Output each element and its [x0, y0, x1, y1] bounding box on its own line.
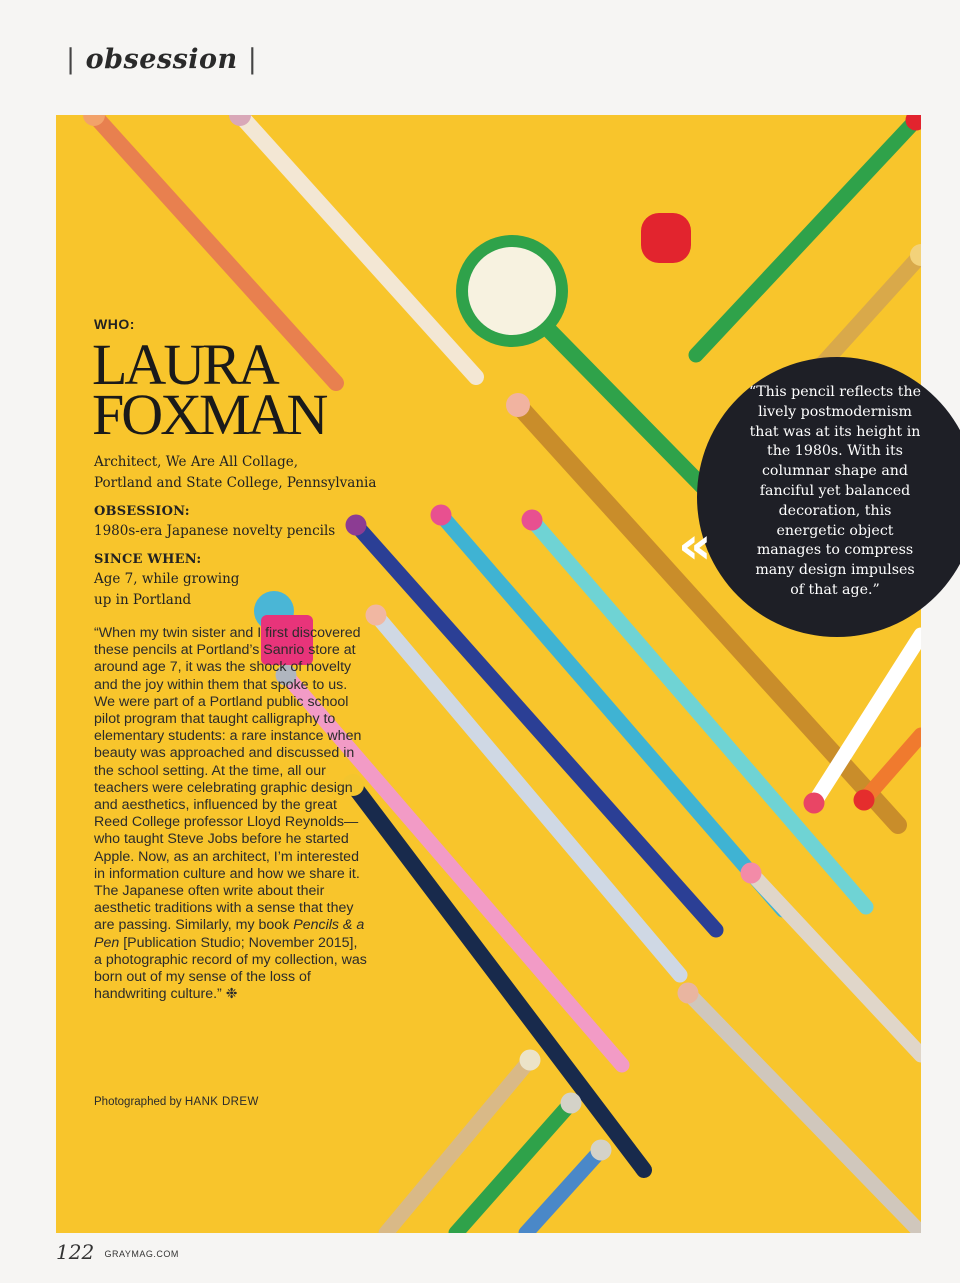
pencil-cap	[506, 393, 530, 417]
section-bar-right: |	[247, 44, 258, 75]
pencil-cap	[854, 790, 875, 811]
pencil-body	[386, 1060, 530, 1233]
obsession-value: 1980s-era Japanese novelty pencils	[94, 523, 336, 539]
person-name	[92, 332, 394, 447]
pencil-cap	[804, 793, 825, 814]
page-number: 122	[56, 1240, 95, 1264]
credit-label: Photographed by	[94, 1096, 182, 1108]
section-label	[56, 44, 267, 75]
title-line-1: Architect, We Are All Collage,	[94, 454, 299, 470]
person-title	[94, 452, 394, 494]
double-chevron-left-icon: «	[678, 516, 712, 576]
pencil-cap	[678, 983, 699, 1004]
pullquote-circle	[697, 357, 960, 637]
obsession-label: OBSESSION:	[94, 504, 190, 519]
book-title: Pencils & a Pen	[94, 917, 365, 951]
pencil-cap	[561, 1093, 582, 1114]
pencil-cap	[431, 505, 452, 526]
site-url: GRAYMAG.COM	[104, 1248, 179, 1259]
photographer-name: HANK DREW	[184, 1096, 259, 1108]
interview-quote	[94, 625, 369, 1003]
pencil-body	[696, 120, 916, 355]
who-label: WHO:	[94, 316, 135, 332]
pencil-body	[526, 1150, 601, 1233]
section-title: obsession	[85, 44, 238, 75]
since-value	[94, 569, 394, 611]
section-bar-left: |	[66, 44, 76, 75]
pencil-body	[864, 735, 921, 800]
pencil-body	[688, 993, 921, 1233]
pencil-topper-face	[468, 247, 556, 335]
pencil-cap	[520, 1050, 541, 1071]
pullquote-text: “This pencil reflects the lively postmodernism that was at its height in the 1980s. With its columnar shape and fanciful yet balanced decoration, this energetic object manages to compress many design impulses of that age.”	[748, 384, 922, 598]
pencil-cap	[522, 510, 543, 531]
since-line-1: Age 7, while growing	[94, 571, 240, 587]
pencil-topper-car	[641, 213, 691, 263]
name-line-2: FOXMAN	[92, 382, 326, 447]
profile-block	[94, 316, 394, 611]
photo-credit	[94, 1096, 259, 1108]
pencil-body	[814, 635, 921, 803]
quote-part-2: [Publication Studio; November 2015], a photographic record of my collection, was born out of my sense of the loss of handwriting culture.” ❉	[94, 934, 367, 1003]
quote-part-1: “When my twin sister and I first discovered these pencils at Portland’s Sanrio store at around age 7, it was the shock of novelty and the joy within them that spoke to us. We were part of a Portland public school pilot program that taught calligraphy to elementary students: a rare instance when beauty was approached and discussed in the school setting. At the time, all our teachers were celebrating graphic design and aesthetics, influenced by the great Reed College professor Lloyd Reynolds—who taught Steve Jobs before he started Apple. Now, as an architect, I’m interested in information culture and how we share it. The Japanese often write about their aesthetic traditions with a sense that they are passing. Similarly, my book	[94, 625, 362, 934]
pencil-body	[376, 615, 680, 975]
pencil-cap	[741, 863, 762, 884]
pencil-body	[751, 873, 921, 1055]
pencil-body	[353, 785, 644, 1170]
since-line-2: up in Portland	[94, 592, 192, 608]
page-footer	[56, 1240, 179, 1264]
pencil-cap	[591, 1140, 612, 1161]
name-line-1: LAURA	[92, 332, 277, 397]
title-line-2: Portland and State College, Pennsylvania	[94, 475, 377, 491]
since-label: SINCE WHEN:	[94, 552, 202, 567]
